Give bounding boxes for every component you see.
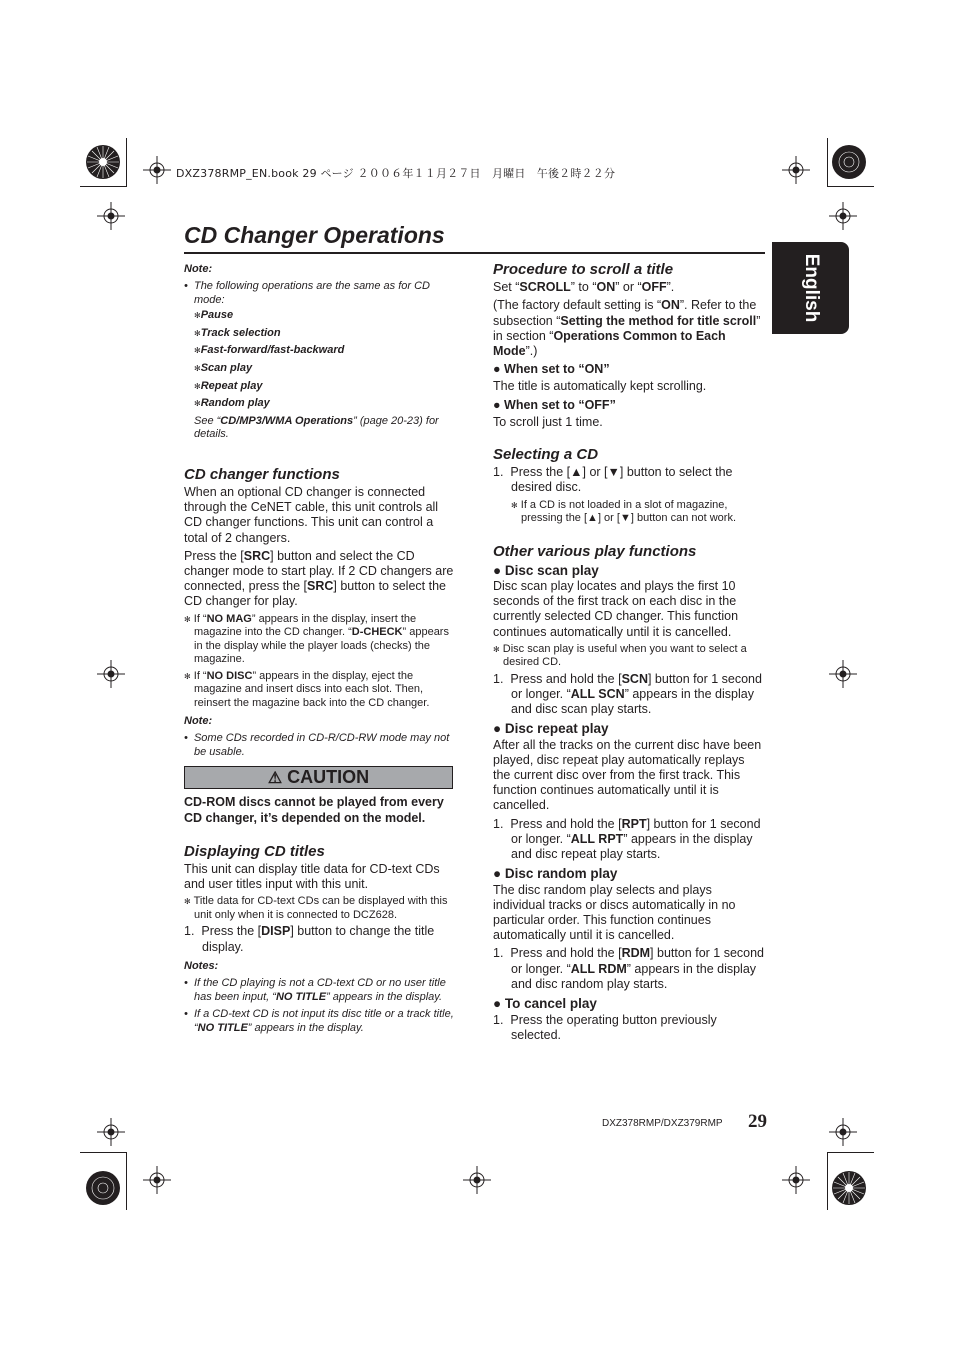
option-scan-play: ✻Scan play xyxy=(194,361,253,374)
option-random-play: ✻Random play xyxy=(194,397,270,410)
repeat-step-1: 1. Press and hold the [RPT] button for 1 second or longer. “ALL RPT” appears in the display and disc repeat play starts. xyxy=(493,816,761,862)
select-step-1: 1. Press the [▲] or [▼] button to select the desired disc. xyxy=(493,465,733,495)
changer-note-no-disc: ✻ If “NO DISC” appears in the display, eject the magazine and insert discs into each slot. Then, reinsert the magazine back into the CD changer. xyxy=(184,669,430,709)
see-reference: See “CD/MP3/WMA Operations” (page 20-23) for details. xyxy=(194,414,439,441)
scan-paragraph: Disc scan play locates and plays the first 10 seconds of the first track on each disc in the currently selected CD changer. This function continues automatically until it is cancelled. xyxy=(493,579,739,639)
scan-heading: ● Disc scan play xyxy=(493,562,599,578)
crosshair-icon xyxy=(97,660,125,688)
caution-text: CD-ROM discs cannot be played from every CD changer, it’s depended on the model. xyxy=(184,795,444,825)
registration-disc-icon xyxy=(85,1170,121,1206)
scroll-default-text: (The factory default setting is “ON”. Refer to the subsection “Setting the method for title scroll” in section “Operations Common to Each Mode”.) xyxy=(493,298,761,359)
select-note: ✻ If a CD is not loaded in a slot of magazine, pressing the [▲] or [▼] button can not work. xyxy=(511,498,737,525)
scroll-off-heading: ● When set to “OFF” xyxy=(493,397,616,412)
cancel-step-1: 1. Press the operating button previously selected. xyxy=(493,1013,717,1043)
crosshair-icon xyxy=(782,1166,810,1194)
warning-triangle-icon: ⚠ xyxy=(267,770,283,788)
language-tab-label: English xyxy=(800,253,822,323)
crosshair-icon xyxy=(143,156,171,184)
scroll-on-heading: ● When set to “ON” xyxy=(493,362,610,377)
crosshair-icon xyxy=(143,1166,171,1194)
crosshair-icon xyxy=(97,202,125,230)
titles-paragraph: This unit can display title data for CD-text CDs and user titles input with this unit. xyxy=(184,861,440,892)
option-pause: ✻Pause xyxy=(194,309,234,322)
model-number: DXZ378RMP/DXZ379RMP xyxy=(602,1118,723,1129)
file-info-header: DXZ378RMP_EN.book 29 ページ ２００６年１１月２７日 月曜日 午後２時２２分 xyxy=(176,167,616,180)
option-repeat-play: ✻Repeat play xyxy=(194,379,263,392)
titles-notes-label: Notes: xyxy=(184,959,219,972)
titles-note: ✻ Title data for CD-text CDs can be displayed with this unit only when it is connected to DCZ628. xyxy=(184,895,448,921)
titles-step-1: 1. Press the [DISP] button to change the title display. xyxy=(184,924,435,954)
section-heading-select: Selecting a CD xyxy=(493,446,599,464)
repeat-paragraph: After all the tracks on the current disc have been played, disc repeat play automatically replays the current disc over from the first track. This function continues automatically until it is cancelled. xyxy=(493,737,762,813)
section-heading-changer: CD changer functions xyxy=(184,465,340,483)
titles-notes-1: • If the CD playing is not a CD-text CD or no user title has been input, “NO TITLE” appears in the display. xyxy=(184,976,446,1003)
crosshair-icon xyxy=(829,660,857,688)
crosshair-icon xyxy=(463,1166,491,1194)
crosshair-icon xyxy=(829,202,857,230)
left-column xyxy=(184,262,456,1035)
scroll-off-text: To scroll just 1 time. xyxy=(493,414,603,429)
option-fast-forward: ✻Fast-forward/fast-backward xyxy=(194,344,345,357)
language-tab xyxy=(772,242,849,334)
changer-paragraph-2: Press the [SRC] button and select the CD changer mode to start play. If 2 CD changers are connected, press the [SRC] button to select the CD changer for play. xyxy=(184,548,454,609)
cancel-heading: ● To cancel play xyxy=(493,995,597,1011)
crosshair-icon xyxy=(829,1118,857,1146)
random-step-1: 1. Press and hold the [RDM] button for 1 second or longer. “ALL RDM” appears in the display and disc random play starts. xyxy=(493,946,765,991)
page-title: CD Changer Operations xyxy=(184,222,445,248)
note-label: Note: xyxy=(184,263,213,275)
changer-note-label: Note: xyxy=(184,715,213,728)
scroll-on-text: The title is automatically kept scrolling. xyxy=(493,379,707,394)
scroll-set-text: Set “SCROLL” to “ON” or “OFF”. xyxy=(493,280,675,295)
right-column xyxy=(493,262,765,1044)
option-track-selection: ✻Track selection xyxy=(194,326,281,339)
titles-notes-2: • If a CD-text CD is not input its disc title or a track title, “NO TITLE” appears in the display. xyxy=(184,1007,454,1034)
crosshair-icon xyxy=(97,1118,125,1146)
changer-note-no-mag: ✻ If “NO MAG” appears in the display, insert the magazine into the CD changer. “D-CHECK” appears in the display while the player loads (checks) the magazine. xyxy=(184,612,449,666)
section-heading-scroll: Procedure to scroll a title xyxy=(493,261,674,278)
section-heading-titles: Displaying CD titles xyxy=(184,842,325,860)
registration-disc-icon xyxy=(85,144,121,180)
up-arrow-icon: ▲ xyxy=(570,465,583,480)
scan-step-1: 1. Press and hold the [SCN] button for 1 second or longer. “ALL SCN” appears in the display and disc scan play starts. xyxy=(493,671,762,717)
up-arrow-icon: ▲ xyxy=(587,512,598,525)
title-rule xyxy=(184,252,765,254)
caution-label: CAUTION xyxy=(287,767,370,788)
down-arrow-icon: ▼ xyxy=(607,465,620,480)
page-number: 29 xyxy=(748,1111,767,1132)
down-arrow-icon: ▼ xyxy=(619,512,631,525)
scan-note: ✻ Disc scan play is useful when you want to select a desired CD. xyxy=(493,642,747,669)
random-heading: ● Disc random play xyxy=(493,866,618,882)
caution-box xyxy=(184,766,453,789)
note-text: • The following operations are the same as for CD mode: xyxy=(184,280,430,307)
section-heading-other: Other various play functions xyxy=(493,542,697,560)
crosshair-icon xyxy=(782,156,810,184)
registration-disc-icon xyxy=(831,144,867,180)
changer-note-text: • Some CDs recorded in CD-R/CD-RW mode may not be usable. xyxy=(184,732,450,759)
random-paragraph: The disc random play selects and plays individual tracks or discs automatically in no particular order. This function continues automatically until it is cancelled. xyxy=(493,882,736,943)
registration-disc-icon xyxy=(831,1170,867,1206)
repeat-heading: ● Disc repeat play xyxy=(493,721,609,737)
changer-paragraph-1: When an optional CD changer is connected through the CeNET cable, this unit controls all CD changer functions. This unit can control a total of 2 changers. xyxy=(184,484,439,545)
